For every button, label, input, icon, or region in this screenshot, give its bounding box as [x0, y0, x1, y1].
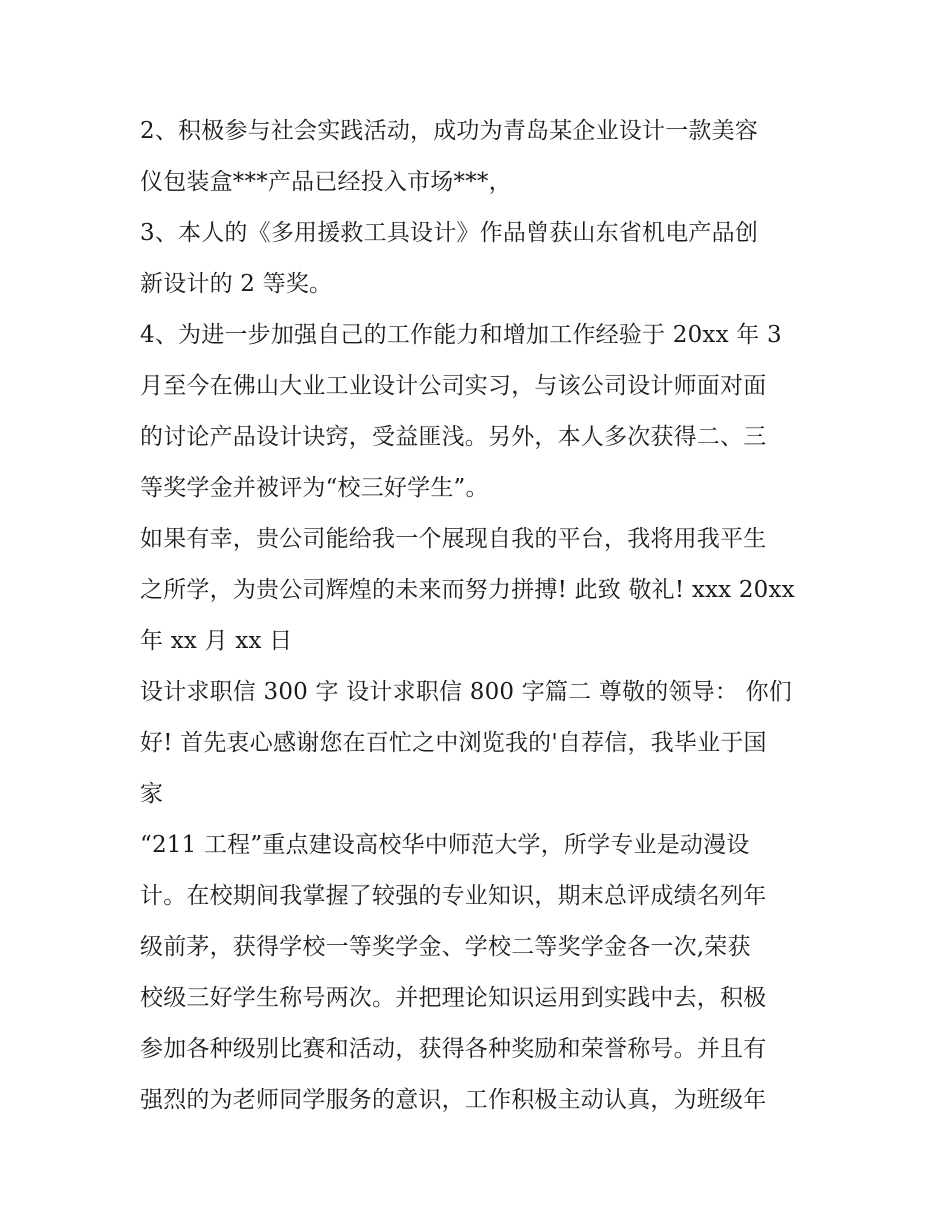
text-line: 设计求职信 300 字 设计求职信 800 字篇二 尊敬的领导： 你们	[140, 679, 792, 705]
text-line: 如果有幸，贵公司能给我一个展现自我的平台，我将用我平生	[140, 526, 767, 552]
text-line: 参加各种级别比赛和活动，获得各种奖励和荣誉称号。并且有	[140, 1036, 767, 1062]
text-line: 强烈的为老师同学服务的意识，工作积极主动认真，为班级年	[140, 1087, 767, 1113]
document-body	[140, 106, 820, 1126]
text-line: 2、积极参与社会实践活动，成功为青岛某企业设计一款美容	[140, 118, 759, 144]
text-line: 3、本人的《多用援救工具设计》作品曾获山东省机电产品创	[140, 220, 759, 246]
text-line: 新设计的 2 等奖。	[140, 271, 333, 297]
text-line: 仪包装盒***产品已经投入市场***，	[140, 169, 512, 195]
text-line: 家	[140, 781, 164, 807]
text-line: 级前茅，获得学校一等奖学金、学校二等奖学金各一次,荣获	[140, 934, 751, 960]
text-line: “211 工程”重点建设高校华中师范大学，所学专业是动漫设	[140, 832, 750, 858]
text-line: 校级三好学生称号两次。并把理论知识运用到实践中去，积极	[140, 985, 767, 1011]
text-line: 之所学，为贵公司辉煌的未来而努力拼搏! 此致 敬礼! xxx 20xx	[140, 577, 795, 603]
text-line: 计。在校期间我掌握了较强的专业知识，期末总评成绩名列年	[140, 883, 767, 909]
text-line: 好! 首先衷心感谢您在百忙之中浏览我的'自荐信，我毕业于国	[140, 730, 767, 756]
text-line: 月至今在佛山大业工业设计公司实习，与该公司设计师面对面	[140, 373, 767, 399]
text-line: 4、为进一步加强自己的工作能力和增加工作经验于 20xx 年 3	[140, 322, 782, 348]
text-line: 年 xx 月 xx 日	[140, 628, 293, 654]
text-line: 等奖学金并被评为“校三好学生”。	[140, 475, 489, 501]
text-line: 的讨论产品设计诀窍，受益匪浅。另外，本人多次获得二、三	[140, 424, 767, 450]
